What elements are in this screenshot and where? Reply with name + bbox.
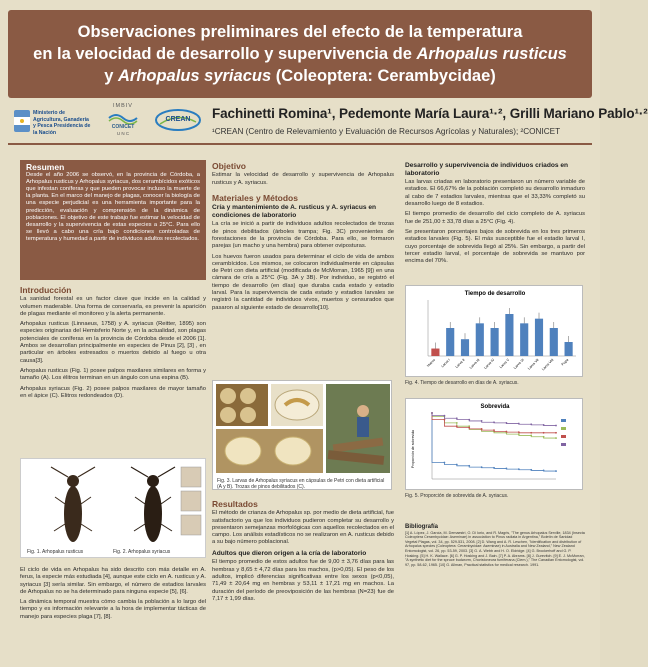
affiliation: ¹CREAN (Centro de Relevamiento y Evaluación de Recursos Agrícolas y Naturales); ²CONICET [212,127,561,136]
results-section [212,498,394,606]
data-point [530,423,532,425]
bar [446,328,454,356]
data-point [481,428,483,430]
methods-paragraph: La cría se inició a partir de individuos adultos recolectados de trozas de pinos debilitados (árboles trampa; Fig. 3C) provenientes de forestaciones de la provincia de Córdoba. Para ello, se formaron parejas (un macho y una hembra) para obtener oviposturas. [212,221,394,250]
x-tick-label: Larva II [454,357,466,369]
results-paragraph: El método de crianza de Arhopalus sp. por medio de dieta artificial, fue satisfactorio ya que los individuos pudieron completar su desarrollo y presentaron semejanzas morfológicas con aquellos recolectados en el campo. Los análisis estadísticos no se realizaron en A. rusticus debido a su bajo número poblacional. [212,510,394,546]
title-line-3: y Arhopalus syriacus (Coleoptera: Cerambycidae) [104,67,496,85]
data-point [481,466,483,468]
data-point [543,436,545,438]
objective-heading: Objetivo [212,161,247,171]
development-section [405,160,585,268]
bar [565,342,573,356]
x-tick-label: Larva IV [483,357,496,370]
abstract-text: Desde el año 2006 se observó, en la provincia de Córdoba, a Arhopalus rusticus y Arhopalus syriacus, dos cerambícidos exóticos que infestan coníferas y que pueden provocar incluso la muerte de la planta. En el marco del manejo de plagas, conocer la biología de una especie perjudicial es una herramienta importante para la predicción, evaluación y comprensión de la dinámica de poblaciones. El objetivo de este trabajo fue estimar la velocidad de desarrollo y la supervivencia de estas especies a 25°C. Para ello se llevó a cabo una cría bajo condiciones controladas de temperatura y humedad a partir de individuos adultos recolectados. [26,172,200,242]
intro-paragraph: Arhopalus syriacus (Fig. 2) posee palpos maxilares de mayor tamaño en el ápice (C). Elitros redondeados (D). [20,385,206,399]
data-point [506,431,508,433]
intro-paragraph: Arhopalus rusticus (Linnaeus, 1758) y A. syriacus (Reitter, 1895) son especies originarias del Hemisferio Norte y, en la actualidad, son plagas potenciales de coníferas en la provincia de Córdoba desde el 2006 [1]. Ambos se desarrollan principalmente en especies de Pinus [2], [3] , en particular en árboles estresados o muertos debido al fuego u otra causa[3]. [20,321,206,364]
bibliography [405,525,585,567]
x-tick-label: Larva VIII [541,357,555,372]
data-point [456,425,458,427]
title-line-1: Observaciones preliminares del efecto de la temperatura [77,23,523,41]
objective-text: Estimar la velocidad de desarrollo y supervivencia de Arhopalus rusticus y A. syriacus. [212,172,394,186]
figure-4-caption: Fig. 4. Tiempo de desarrollo en días de A. syriacus. [405,380,519,386]
x-tick-label: Pupa [560,357,570,367]
bar [461,339,469,356]
ministry-logo: Ministerio de Agricultura, Ganadería y Pesca Presidencia de la Nación [14,108,88,136]
x-tick-label: Larva V [498,357,511,370]
data-point [555,437,557,439]
results-heading: Resultados [212,499,258,509]
series-line [432,413,556,426]
data-point [555,470,557,472]
results-paragraph: El tiempo promedio de estos adultos fue de 9,00 ± 3,76 días para las hembras y 8,65 ± 4,72 días para los machos, (p>0,05). El peso de los adultos, implicó diferencias significativas entre los sexos (p<0,05), 71,49 ± 20,64 mg en hembras y 53,11 ± 17,21 mg en machos. La duración del período de preoviposición de las hembras (N=23) fue de 7,17 ± 1,99 días. [212,559,394,602]
development-paragraph: Las larvas criadas en laboratorio presentaron un número variable de estadios. El 66,67% de la población completó su desarrollo inmaduro al cabo de 7 estadios larvales, mientras que el 33,33% completó su desarrollo luego de 8 estadios. [405,179,585,208]
figure-3-photos [212,380,392,490]
intro-paragraph: La dinámica temporal muestra cómo cambia la población a lo largo del tiempo y es información relevante a la hora de implementar tácticas de manejo para especies plaga [7], [8]. [20,599,206,620]
data-point [493,421,495,423]
data-point [468,427,470,429]
methods-subheading: Cría y mantenimiento de A. rusticus y A. syriacus en condiciones de laboratorio [212,204,377,219]
bar [476,323,484,356]
data-point [555,432,557,434]
data-point [506,468,508,470]
abstract-heading: Resumen [26,162,65,172]
data-point [444,419,446,421]
x-tick-label: Larva VII [526,357,540,371]
data-point [493,429,495,431]
figure-5-caption: Fig. 5. Proporción de sobrevida de A. syriacus. [405,493,509,499]
bar [520,323,528,356]
authors: Fachinetti Romina¹, Pedemonte María Laura¹·², Grilli Mariano Pablo¹·² [212,106,648,121]
figure-1-caption: Fig. 1. Arhopalus rusticus [27,549,84,555]
title-line-2: en la velocidad de desarrollo y supervivencia de Arhopalus rusticus [33,45,567,63]
data-point [518,431,520,433]
chart-title: Tiempo de desarrollo [464,291,526,297]
chart-title: Sobrevida [480,404,510,410]
bibliography-heading: Bibliografía [405,524,439,530]
methods-heading: Materiales y Métodos [212,192,298,203]
beetle-figures [20,458,206,558]
abstract-box [20,160,206,280]
data-point [444,462,446,464]
data-point [468,465,470,467]
crean-logo: CREAN [154,108,202,134]
development-time-chart [405,285,583,377]
data-point [456,417,458,419]
bar [491,328,499,356]
data-point [506,422,508,424]
data-point [481,420,483,422]
bar [535,319,543,356]
data-point [456,464,458,466]
legend-swatch [561,435,566,438]
data-point [518,423,520,425]
data-point [444,415,446,417]
y-axis-label: Proporción de sobrevida [411,430,415,468]
x-tick-label: Larva VI [512,357,525,370]
bar [431,349,439,356]
figure-3-caption: Fig. 3. Larvas de Arhopalus syriacus en cápsulas de Petri con dieta artificial (A y B). Trozas de pinos debilitados (C). [217,478,385,490]
introduction-section [20,284,206,403]
introduction-heading: Introducción [20,285,72,295]
data-point [530,435,532,437]
bar [550,328,558,356]
intro-paragraph: El ciclo de vida en Arhopalus ha sido descrito con más detalle en A. ferus, la especie más estudiada [4], aunque este ciclo en A. rusticus y A. syriacus [3] sería similar. Sin embargo, el número de estadios larvales de Arhopalus no se ha determinado para ninguna especie [5], [6]. [20,567,206,595]
x-tick-label: Larva III [468,357,481,370]
x-tick-label: Huevo [426,357,437,368]
data-point [543,432,545,434]
larvae-photos [213,381,393,476]
results-subheading: Adultos que dieron origen a la cría de laboratorio [212,549,367,557]
data-point [431,412,433,414]
data-point [493,467,495,469]
data-point [456,422,458,424]
figure-2-caption: Fig. 2. Arhopalus syriacus [113,549,171,555]
methods-paragraph: Los huevos fueron usados para determinar el ciclo de vida de ambos cerambícidos. Los mismos, se colocaron individualmente en cápsulas de Petri con dieta artificial (modificada de McMorran, 1965 [9]) en una cámara de cría a 25°C (Fig. 3A y 3B). Por individuo, se registró el tiempo de desarrollo (en días) que duraba cada estado y estadio larval. Para la supervivencia de cada estado y estadios larvales se registró la cantidad de individuos vivos, muertos y censurados que pasaron al siguiente estado de desarrollo[10]. [212,253,394,311]
bar [505,314,513,356]
data-point [530,432,532,434]
data-point [468,419,470,421]
data-point [543,470,545,472]
objective-section [212,160,394,315]
survival-chart [405,398,583,490]
bibliography-text: [1] A. López, J. García, M. Demaestri, O. Di Iorio, and R. Magris, "The genus Arhopalus Serville, 1834 (Insecta Coleoptera Cerambycidae: Aseminae) in association to Pinus radiata in Argentina," Boletín de Sanidad Vegetal Plagas, vol. 34, pp. 529-531, 2008. [2] D. Wang and A. R. Leschen, "Identification and distribution of Arhopalus species (Coleoptera: Cerambycidae: Aseminae) in Australia and New Zealand," New Zealand Entomologist, vol. 26, pp. 53-59, 2003. [3] G. A. Webb and H. O. Eldridge. [4] G. Brockerhoff and G. P. Hosking. [5] H. K. Wallace. [6] G. P. Hosking and J. Bain. [7] P. A. Abrams. [8] J. Gurevitch. [9] E. J. McMorran, "A synthetic diet for the spruce budworm, Choristoneura fumiferana (Clem.)," The Canadian Entomologist, vol. 97, pp. 58-62, 1965. [10] G. Allman, Practical statistics for medical research. 1991. [405,530,585,567]
legend-swatch [561,427,566,430]
intro-paragraph: Arhopalus rusticus (Fig. 1) posee palpos maxilares similares en forma y tamaño (A). Los élitros terminan en un ángulo con una espina (B). [20,367,206,382]
beetle-illustration [21,459,207,559]
data-point [555,425,557,427]
development-paragraph: Se presentaron porcentajes bajos de sobrevida en los tres primeros estadios larvales (Fig. 5). El más susceptible fue el estadio larval I, cuyo porcentaje de sobrevida llegó al 25%. Sin embargo, a partir del tercer estadio larval, el porcentaje de sobrevida se mantuvo por encima del 70%. [405,228,585,265]
development-paragraph: El tiempo promedio de desarrollo del ciclo completo de A. syriacus fue de 251,00 ± 33,78 días a 25°C (Fig. 4). [405,211,585,225]
introduction-continued [20,567,206,624]
data-point [518,468,520,470]
x-tick-label: Larva I [440,357,451,369]
data-point [530,469,532,471]
title-banner [8,10,592,98]
intro-paragraph: La sanidad forestal es un factor clave que incide en la calidad y volumen maderable. Una forma de conservarla, es prevenir la aparición de plagas mediante el monitoreo y la alerta permanente. [20,296,206,317]
data-point [518,433,520,435]
header-divider [8,143,592,145]
development-subheading: Desarrollo y supervivencia de individuos criados en laboratorio [405,162,569,177]
legend-swatch [561,443,566,446]
legend-swatch [561,419,566,422]
imbiv-conicet-logo: IMBIV CONICET U N C [100,103,146,141]
series-line [432,413,556,438]
data-point [543,424,545,426]
